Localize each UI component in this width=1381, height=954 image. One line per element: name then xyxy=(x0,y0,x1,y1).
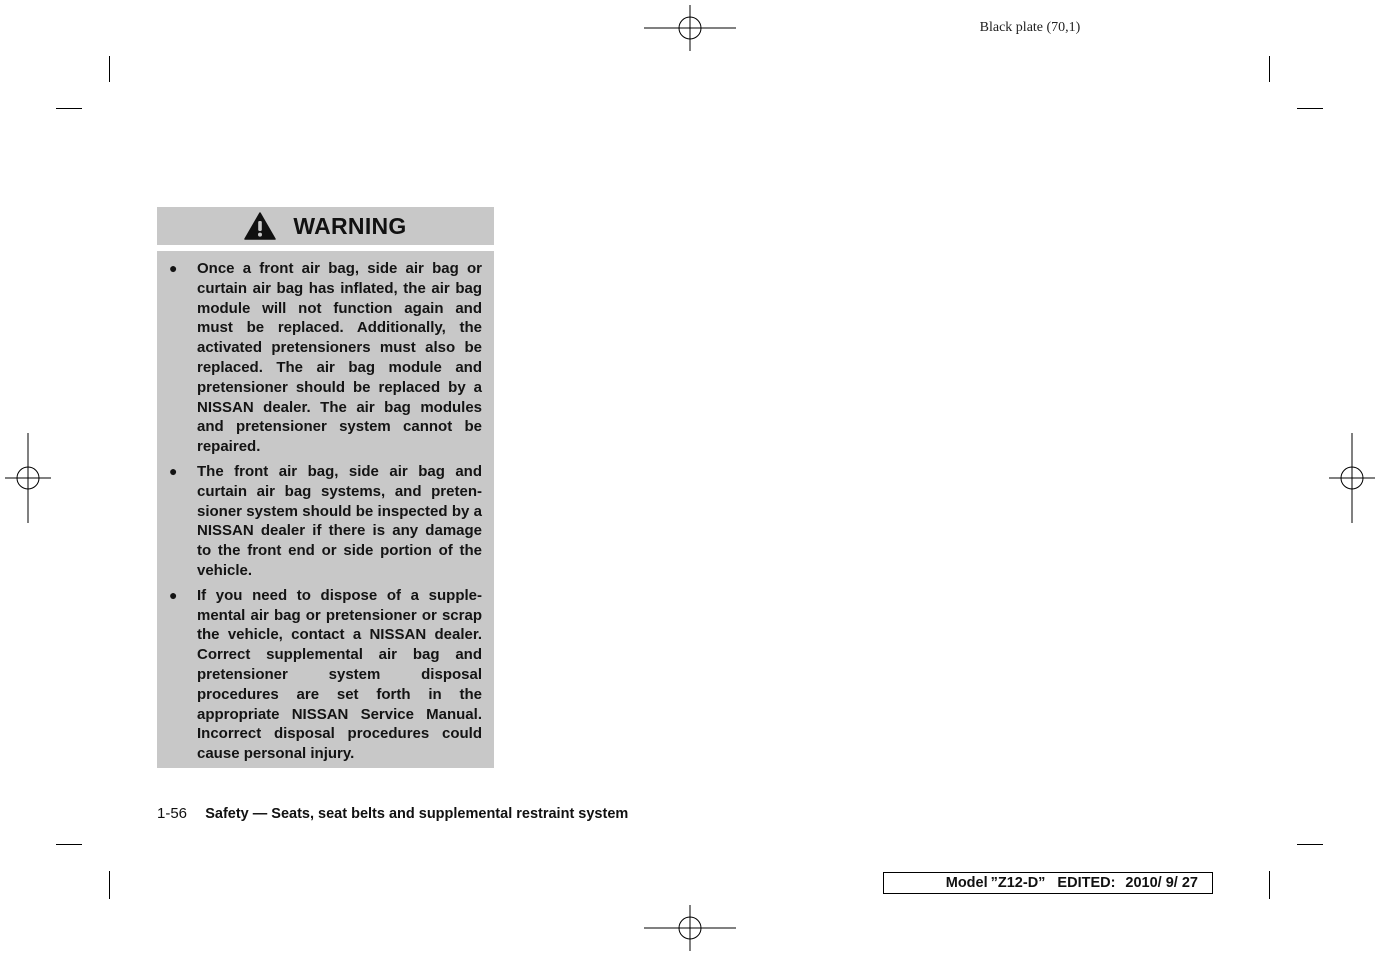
warning-title: WARNING xyxy=(293,212,407,239)
model-info-box xyxy=(883,872,1213,894)
registration-mark-left-icon xyxy=(5,433,51,523)
warning-item xyxy=(169,462,482,581)
registration-mark-top-icon xyxy=(644,5,736,51)
warning-item-text: The front air bag, side air bag and curtain air bag systems, and pretensioner system should be inspected by a NISSAN dealer if there is any damage to the front end or side portion of the vehicle. xyxy=(197,462,482,579)
model-value: ”Z12-D” xyxy=(990,875,1046,891)
warning-item-text: Once a front air bag, side air bag or curtain air bag has inflated, the air bag module will not function again and must be replaced. Additionally, the activated pretensioners must also be replaced. The air bag module and pretensioner should be replaced by a NISSAN dealer. The air bag modules and pretensioner system cannot be repaired. xyxy=(197,260,482,456)
model-label: Model xyxy=(945,875,988,891)
warning-box xyxy=(157,207,494,768)
registration-mark-bottom-icon xyxy=(644,905,736,951)
warning-header xyxy=(157,207,494,245)
warning-triangle-icon xyxy=(244,212,276,240)
plate-label: Black plate (70,1) xyxy=(979,20,1081,35)
warning-item xyxy=(169,259,482,457)
page-footer xyxy=(157,805,628,822)
bullet-icon: ● xyxy=(169,260,178,276)
page-number: 1-56 xyxy=(157,805,188,822)
section-title: Safety — Seats, seat belts and supplemental restraint system xyxy=(205,806,629,822)
edited-date: 2010/ 9/ 27 xyxy=(1125,875,1198,891)
warning-item xyxy=(169,586,482,764)
bullet-icon: ● xyxy=(169,462,178,479)
registration-mark-right-icon xyxy=(1329,433,1375,523)
bullet-icon: ● xyxy=(169,586,178,603)
edited-label: EDITED: xyxy=(1057,875,1116,891)
warning-item-text: If you need to dispose of a supplemental air bag or pretensioner or scrap the vehicle, contact a NISSAN dealer. Correct supplemental air bag and pretensioner system disposal procedures are set forth in the appropriate NISSAN Service Manual. Incorrect disposal procedures could cause personal injury. xyxy=(197,586,482,763)
warning-body xyxy=(157,251,494,768)
